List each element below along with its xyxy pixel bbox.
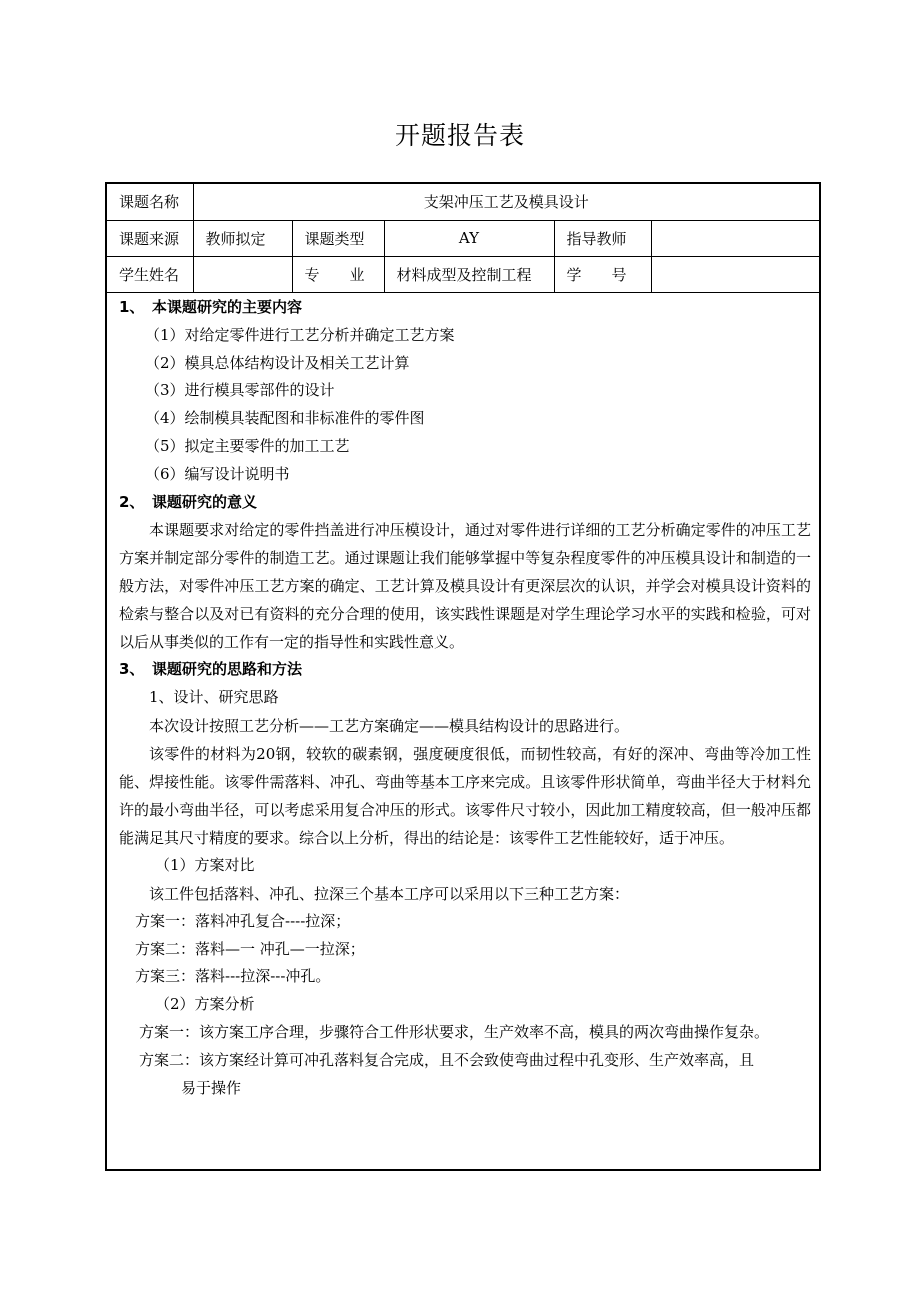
student-name-value — [193, 256, 292, 292]
major-label: 专 业 — [292, 256, 384, 292]
list-item: （6）编写设计说明书 — [145, 464, 290, 483]
design-route-text: 本次设计按照工艺分析——工艺方案确定——模具结构设计的思路进行。 — [149, 716, 630, 735]
topic-source-label: 课题来源 — [107, 220, 193, 256]
topic-type-value: AY — [384, 220, 554, 256]
process-analysis-paragraph: 该零件的材料为20钢，较软的碳素钢，强度硬度很低，而韧性较高，有好的深冲、弯曲等冷加工性能、焊接性能。该零件需落料、冲孔、弯曲等基本工序来完成。且该零件形状简单，弯曲半径大于材料允许的最小弯曲半径，可以考虑采用复合冲压的形式。该零件尺寸较小，因此加工精度较高，但一般冲压都能满足其尺寸精度的要求。综合以上分析，得出的结论是：该零件工艺性能较好，适于冲压。 — [119, 744, 811, 847]
plan-1-analysis: 方案一：该方案工序合理，步骤符合工件形状要求，生产效率不高，模具的两次弯曲操作复杂。 — [139, 1022, 770, 1041]
topic-type-label: 课题类型 — [292, 220, 384, 256]
page-title: 开题报告表 — [394, 121, 525, 150]
student-name-label: 学生姓名 — [107, 256, 193, 292]
section-2-heading: 2、 课题研究的意义 — [119, 492, 257, 511]
major-value: 材料成型及控制工程 — [384, 256, 554, 292]
student-id-value — [651, 256, 819, 292]
plan-compare-intro: 该工件包括落料、冲孔、拉深三个基本工序可以采用以下三种工艺方案： — [149, 884, 630, 903]
advisor-label: 指导教师 — [554, 220, 651, 256]
plan-analysis-subheading: （2）方案分析 — [155, 995, 255, 1014]
header-table — [107, 184, 819, 293]
section-1-heading: 1、 本课题研究的主要内容 — [119, 298, 302, 316]
design-route-subheading: 1、设计、研究思路 — [149, 688, 279, 707]
plan-item: 方案二：落料—一 冲孔—一拉深； — [135, 939, 365, 958]
plan-2-analysis: 方案二：该方案经计算可冲孔落料复合完成，且不会致使弯曲过程中孔变形、生产效率高，且 — [139, 1050, 755, 1069]
header-row-student — [107, 256, 819, 292]
list-item: （4）绘制模具装配图和非标准件的零件图 — [145, 409, 425, 428]
list-item: （3）进行模具零部件的设计 — [145, 381, 335, 400]
plan-compare-subheading: （1）方案对比 — [155, 855, 255, 874]
topic-name-label: 课题名称 — [107, 184, 193, 220]
plan-2-analysis-continued: 易于操作 — [181, 1078, 242, 1097]
plan-item: 方案三：落料---拉深---冲孔。 — [135, 967, 331, 986]
header-row-topic — [107, 184, 819, 220]
report-form — [105, 182, 821, 1171]
list-item: （2）模具总体结构设计及相关工艺计算 — [145, 353, 410, 372]
section-3-heading: 3、 课题研究的思路和方法 — [119, 660, 302, 679]
topic-source-value: 教师拟定 — [193, 220, 292, 256]
list-item: （1）对给定零件进行工艺分析并确定工艺方案 — [145, 325, 455, 344]
plan-item: 方案一：落料冲孔复合----拉深； — [135, 911, 351, 930]
header-row-source — [107, 220, 819, 256]
student-id-label: 学 号 — [554, 256, 651, 292]
significance-paragraph: 本课题要求对给定的零件挡盖进行冲压模设计，通过对零件进行详细的工艺分析确定零件的冲压工艺方案并制定部分零件的制造工艺。通过课题让我们能够掌握中等复杂程度零件的冲压模具设计和制造的一般方法，对零件冲压工艺方案的确定、工艺计算及模具设计有更深层次的认识，并学会对模具设计资料的检索与整合以及对已有资料的充分合理的使用，该实践性课题是对学生理论学习水平的实践和检验，可对以后从事类似的工作有一定的指导性和实践性意义。 — [119, 521, 811, 652]
report-body — [107, 294, 819, 1102]
list-item: （5）拟定主要零件的加工工艺 — [145, 436, 350, 455]
topic-name-value: 支架冲压工艺及模具设计 — [193, 184, 819, 220]
advisor-value — [651, 220, 819, 256]
